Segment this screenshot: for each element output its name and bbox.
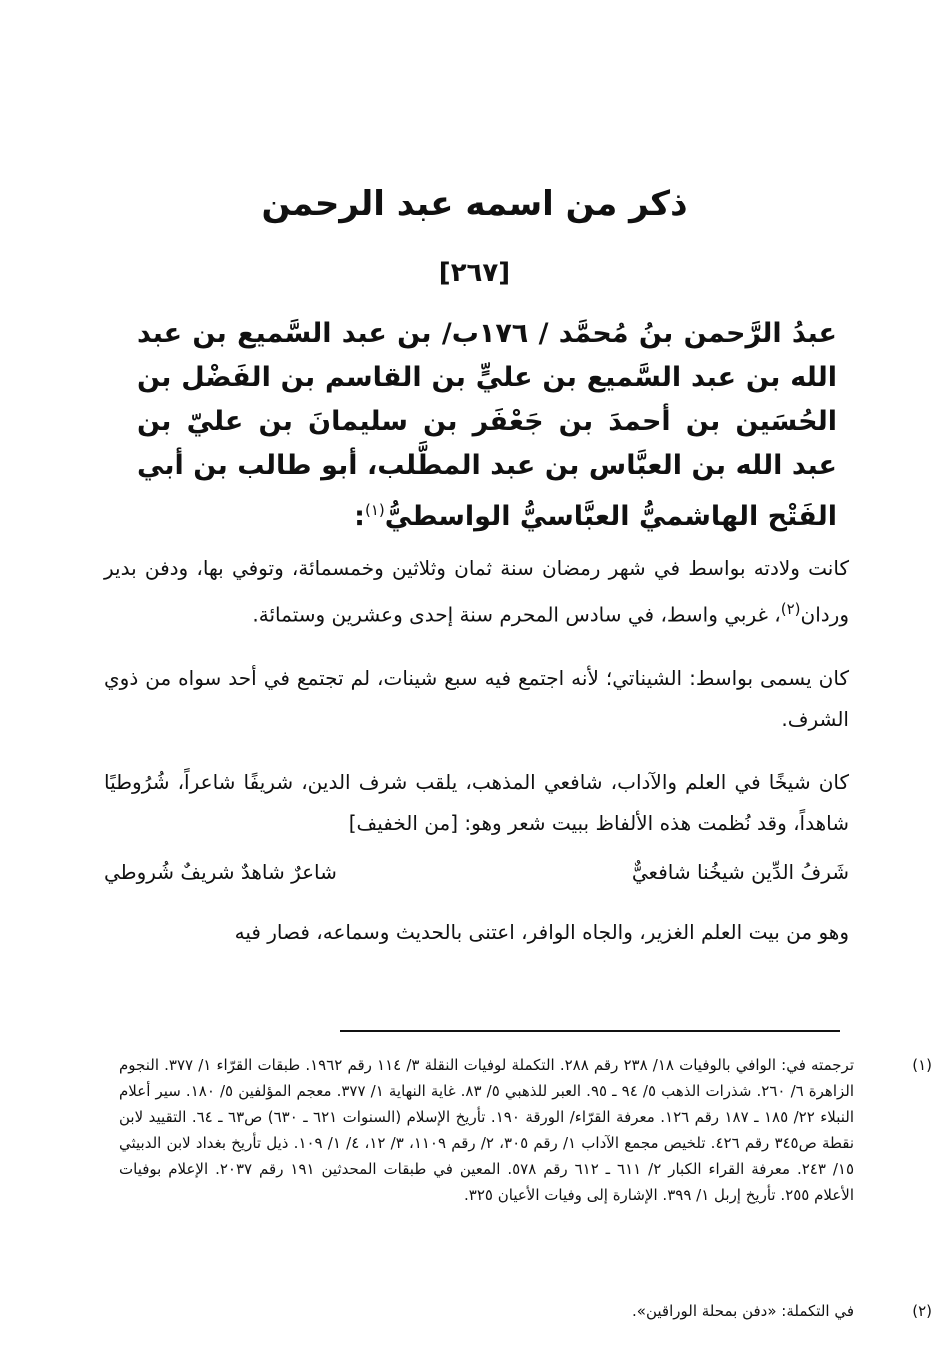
footnote-text: في التكملة: «دفن بمحلة الوراقين». (632, 1302, 854, 1320)
biography-name-block (137, 312, 837, 539)
footnote-ref-1[interactable]: (١) (364, 501, 385, 519)
verse-hemistich-first: شَرفُ الدِّين شيخُنا شافعيٌّ (631, 860, 849, 884)
paragraph-nickname: كان يسمى بواسط: الشيناتي؛ لأنه اجتمع فيه سبع شينات، لم تجتمع في أحد سواه من ذوي الشرف. (104, 666, 849, 731)
paragraph-description: كان شيخًا في العلم والآداب، شافعي المذهب، يلقب شرف الدين، شريفًا شاعراً، شُرُوطيًا شاهداً، وقد نُظمت هذه الألفاظ ببيت شعر وهو: [من الخفيف] (104, 770, 849, 835)
full-name-text: عبدُ الرَّحمن بنُ مُحمَّد / ١٧٦ب/ بن عبد السَّميع بن عبد الله بن عبد السَّميع بن عليٍّ بن القاسم بن الفَضْل بن الحُسَين بن أحمدَ بن جَعْفَر بن سليمانَ بن عليّ بن عبد الله بن العبَّاس بن عبد المطَّلب، أبو طالب بن أبي الفَتْح الهاشميُّ العبَّاسيُّ الواسطيُّ (137, 318, 837, 532)
footnote-1 (119, 1052, 932, 1208)
footnote-ref-2[interactable]: (٢) (780, 600, 801, 618)
footnote-2 (119, 1298, 932, 1324)
paragraph-birth-death (104, 548, 849, 636)
footnote-number: (٢) (912, 1302, 932, 1320)
entry-number: [٢٦٧] (438, 258, 511, 288)
poetry-verse (104, 850, 849, 894)
footnote-divider (340, 1030, 840, 1032)
footnote-number: (١) (912, 1056, 932, 1074)
footnote-text: ترجمته في: الوافي بالوفيات ١٨/ ٢٣٨ رقم ٢٨٨. التكملة لوفيات النقلة ٣/ ١١٤ رقم ١٩٦٢. طبقات القرّاء ١/ ٣٧٧. النجوم الزاهرة ٦/ ٢٦٠. شذرات الذهب ٥/ ٩٤ ـ ٩٥. العبر للذهبي ٥/ ٨٣. غاية النهاية ١/ ٣٧٧. معجم المؤلفين ٥/ ١٨٠. سير أعلام النبلاء ٢٢/ ١٨٥ ـ ١٨٧ رقم ١٢٦. معرفة القرّاء/ الورقة ١٩٠. تأريخ الإسلام (السنوات ٦٢١ ـ ٦٣٠) ص٦٣ ـ ٦٤. التقييد لابن نقطة ص٣٤٥ رقم ٤٢٦. تلخيص مجمع الآداب ١/ رقم ٣٠٥، ٢/ رقم ١١٠٩، ٣/ ١٢، ٤/ ١/ ١٠٩. ذيل تأريخ بغداد لابن الدبيثي ١٥/ ٢٤٣. معرفة القراء الكبار ٢/ ٦١١ ـ ٦١٢ رقم ٥٧٨. المعين في طبقات المحدثين ١٩١ رقم ٢٠٣٧. الإعلام بوفيات الأعلام ٢٥٥. تأريخ إربل ١/ ٣٩٩. الإشارة إلى وفيات الأعيان ٣٢٥. (119, 1056, 855, 1204)
paragraph-continuation: وهو من بيت العلم الغزير، والجاه الوافر، اعتنى بالحديث وسماعه، فصار فيه (234, 920, 849, 944)
paragraph-text-a: كانت ولادته بواسط في شهر رمضان سنة ثمان وثلاثين وخمسمائة، وتوفي بها، ودفن بدير وردان (104, 556, 849, 627)
name-block-end: : (354, 501, 365, 532)
verse-hemistich-second: شاعرٌ شاهدٌ شريفٌ شُروطي (104, 860, 337, 884)
paragraph-text-b: ، غربي واسط، في سادس المحرم سنة إحدى وعشرين وستمائة. (252, 602, 781, 627)
section-title: ذكر من اسمه عبد الرحمن (261, 184, 688, 224)
